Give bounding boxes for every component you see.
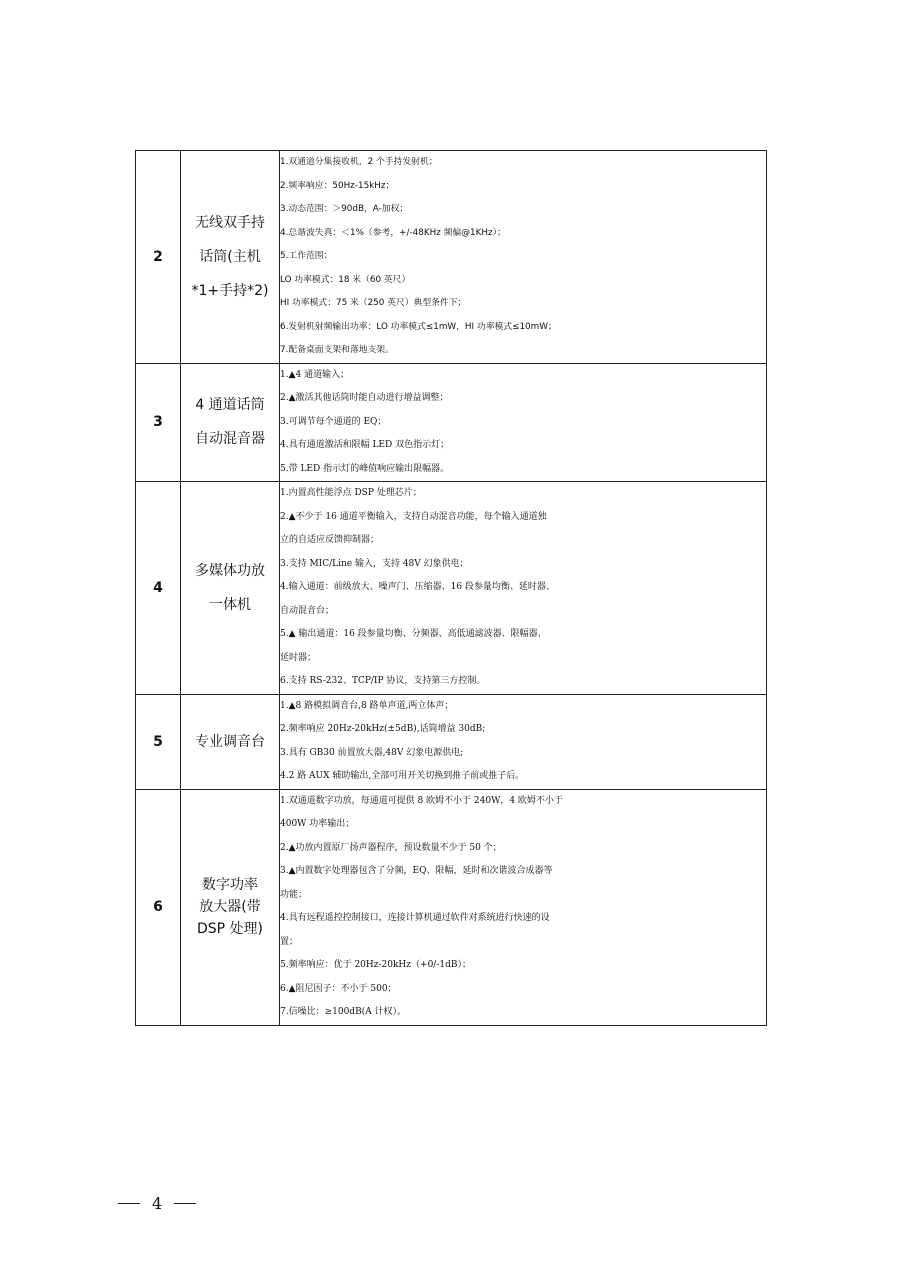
spec-line: HI 功率模式：75 米（250 英尺）典型条件下； xyxy=(280,298,467,308)
spec-line: 2.▲不少于 16 通道平衡输入，支持自动混音功能，每个输入通道独 xyxy=(280,511,547,522)
spec-line: 3.▲内置数字处理器包含了分频，EQ、限幅，延时和次谐波合成器等 xyxy=(280,866,553,876)
spec-line: 4.具有通道激活和限幅 LED 双色指示灯； xyxy=(280,440,450,450)
spec-line: 2.频率响应：50Hz-15kHz； xyxy=(280,180,395,191)
item-description xyxy=(280,151,767,364)
item-name-line: 放大器(带 xyxy=(199,899,261,915)
spec-line: 6.支持 RS-232、TCP/IP 协议，支持第三方控制。 xyxy=(280,676,486,686)
spec-line: 自动混音台； xyxy=(280,605,335,616)
item-name-line: DSP 处理) xyxy=(196,921,264,937)
spec-line: 功能； xyxy=(280,889,308,900)
table-row xyxy=(136,694,767,789)
item-description xyxy=(280,789,767,1025)
page-number: 4 xyxy=(152,1194,163,1213)
spec-line: 置； xyxy=(280,936,299,947)
spec-line: 400W 功率输出； xyxy=(280,819,355,829)
spec-line: 4.输入通道：前级放大、噪声门、压缩器、16 段参量均衡、延时器、 xyxy=(280,582,555,592)
table-row xyxy=(136,789,767,1025)
spec-line: 1.内置高性能浮点 DSP 处理芯片； xyxy=(280,488,422,498)
spec-line: 6.发射机射频输出功率：LO 功率模式≤1mW，HI 功率模式≤10mW； xyxy=(280,321,557,332)
spec-line: 5.带 LED 指示灯的峰值响应输出限幅器。 xyxy=(280,463,450,474)
spec-table xyxy=(135,150,767,1026)
spec-line: 2.▲激活其他话筒时能自动进行增益调整； xyxy=(280,393,449,403)
item-description xyxy=(280,482,767,695)
item-name-line: 专业调音台 xyxy=(195,733,265,750)
item-name xyxy=(181,151,280,364)
row-number: 6 xyxy=(136,789,181,1025)
spec-line: 3.具有 GB30 前置放大器,48V 幻象电源供电; xyxy=(280,747,464,758)
item-description xyxy=(280,363,767,482)
spec-line: 3.动态范围：＞90dB，A-加权； xyxy=(280,204,409,214)
page-footer xyxy=(118,1194,196,1213)
spec-line: 5.工作范围： xyxy=(280,251,333,261)
item-name xyxy=(181,694,280,789)
item-name-line: 数字功率 xyxy=(202,877,258,893)
item-name xyxy=(181,363,280,482)
item-name-line: 4 通道话筒 xyxy=(195,397,265,414)
item-name-line: 自动混音器 xyxy=(195,431,265,448)
spec-line: 延时器； xyxy=(280,652,317,663)
item-name-line: 一体机 xyxy=(209,596,251,613)
item-name xyxy=(181,789,280,1025)
spec-line: 1.双通道数字功放，每通道可提供 8 欧姆不小于 240W，4 欧姆不小于 xyxy=(280,795,563,806)
item-name-line: *1+手持*2) xyxy=(191,282,269,299)
spec-line: 7.配备桌面支架和落地支架。 xyxy=(280,345,394,355)
footer-dash xyxy=(174,1203,196,1204)
item-description xyxy=(280,694,767,789)
spec-line: 5.▲ 输出通道：16 段参量均衡、分频器、高低通滤波器、限幅器、 xyxy=(280,629,547,639)
row-number: 4 xyxy=(136,482,181,695)
table-row xyxy=(136,151,767,364)
spec-line: 3.支持 MIC/Line 输入，支持 48V 幻象供电； xyxy=(280,558,469,569)
spec-line: 1.双通道分集接收机，2 个手持发射机； xyxy=(280,157,438,167)
spec-line: 3.可调节每个通道的 EQ； xyxy=(280,416,387,427)
item-name-line: 无线双手持 xyxy=(195,214,265,231)
spec-line: 2.▲功放内置原厂扬声器程序，预设数量不少于 50 个； xyxy=(280,842,502,853)
item-name-line: 话筒(主机 xyxy=(199,248,261,265)
spec-line: 1.▲8 路模拟调音台,8 路单声道,两立体声； xyxy=(280,700,454,711)
spec-line: 1.▲4 通道输入； xyxy=(280,369,350,380)
table-row xyxy=(136,363,767,482)
spec-line: 2.频率响应 20Hz-20kHz(±5dB),话筒增益 30dB; xyxy=(280,724,486,734)
footer-dash xyxy=(118,1203,140,1204)
row-number: 3 xyxy=(136,363,181,482)
spec-line: 4.具有远程遥控控制接口，连接计算机通过软件对系统进行快速的设 xyxy=(280,913,550,923)
spec-line: 7.信噪比：≥100dB(A 计权）。 xyxy=(280,1007,407,1017)
spec-line: 4.2 路 AUX 辅助输出,全部可用开关切换到推子前或推子后。 xyxy=(280,771,525,781)
item-name-line: 多媒体功放 xyxy=(195,562,265,579)
row-number: 5 xyxy=(136,694,181,789)
spec-line: 立的自适应反馈抑制器； xyxy=(280,535,380,545)
spec-line: LO 功率模式：18 米（60 英尺） xyxy=(280,274,411,285)
spec-line: 4.总谐波失真：＜1%（参考，+/-48KHz 频偏@1KHz）； xyxy=(280,227,506,238)
table-row xyxy=(136,482,767,695)
row-number: 2 xyxy=(136,151,181,364)
spec-line: 6.▲阻尼因子：不小于 500； xyxy=(280,983,397,994)
item-name xyxy=(181,482,280,695)
spec-line: 5.频率响应：优于 20Hz-20kHz（+0/-1dB）； xyxy=(280,960,471,970)
